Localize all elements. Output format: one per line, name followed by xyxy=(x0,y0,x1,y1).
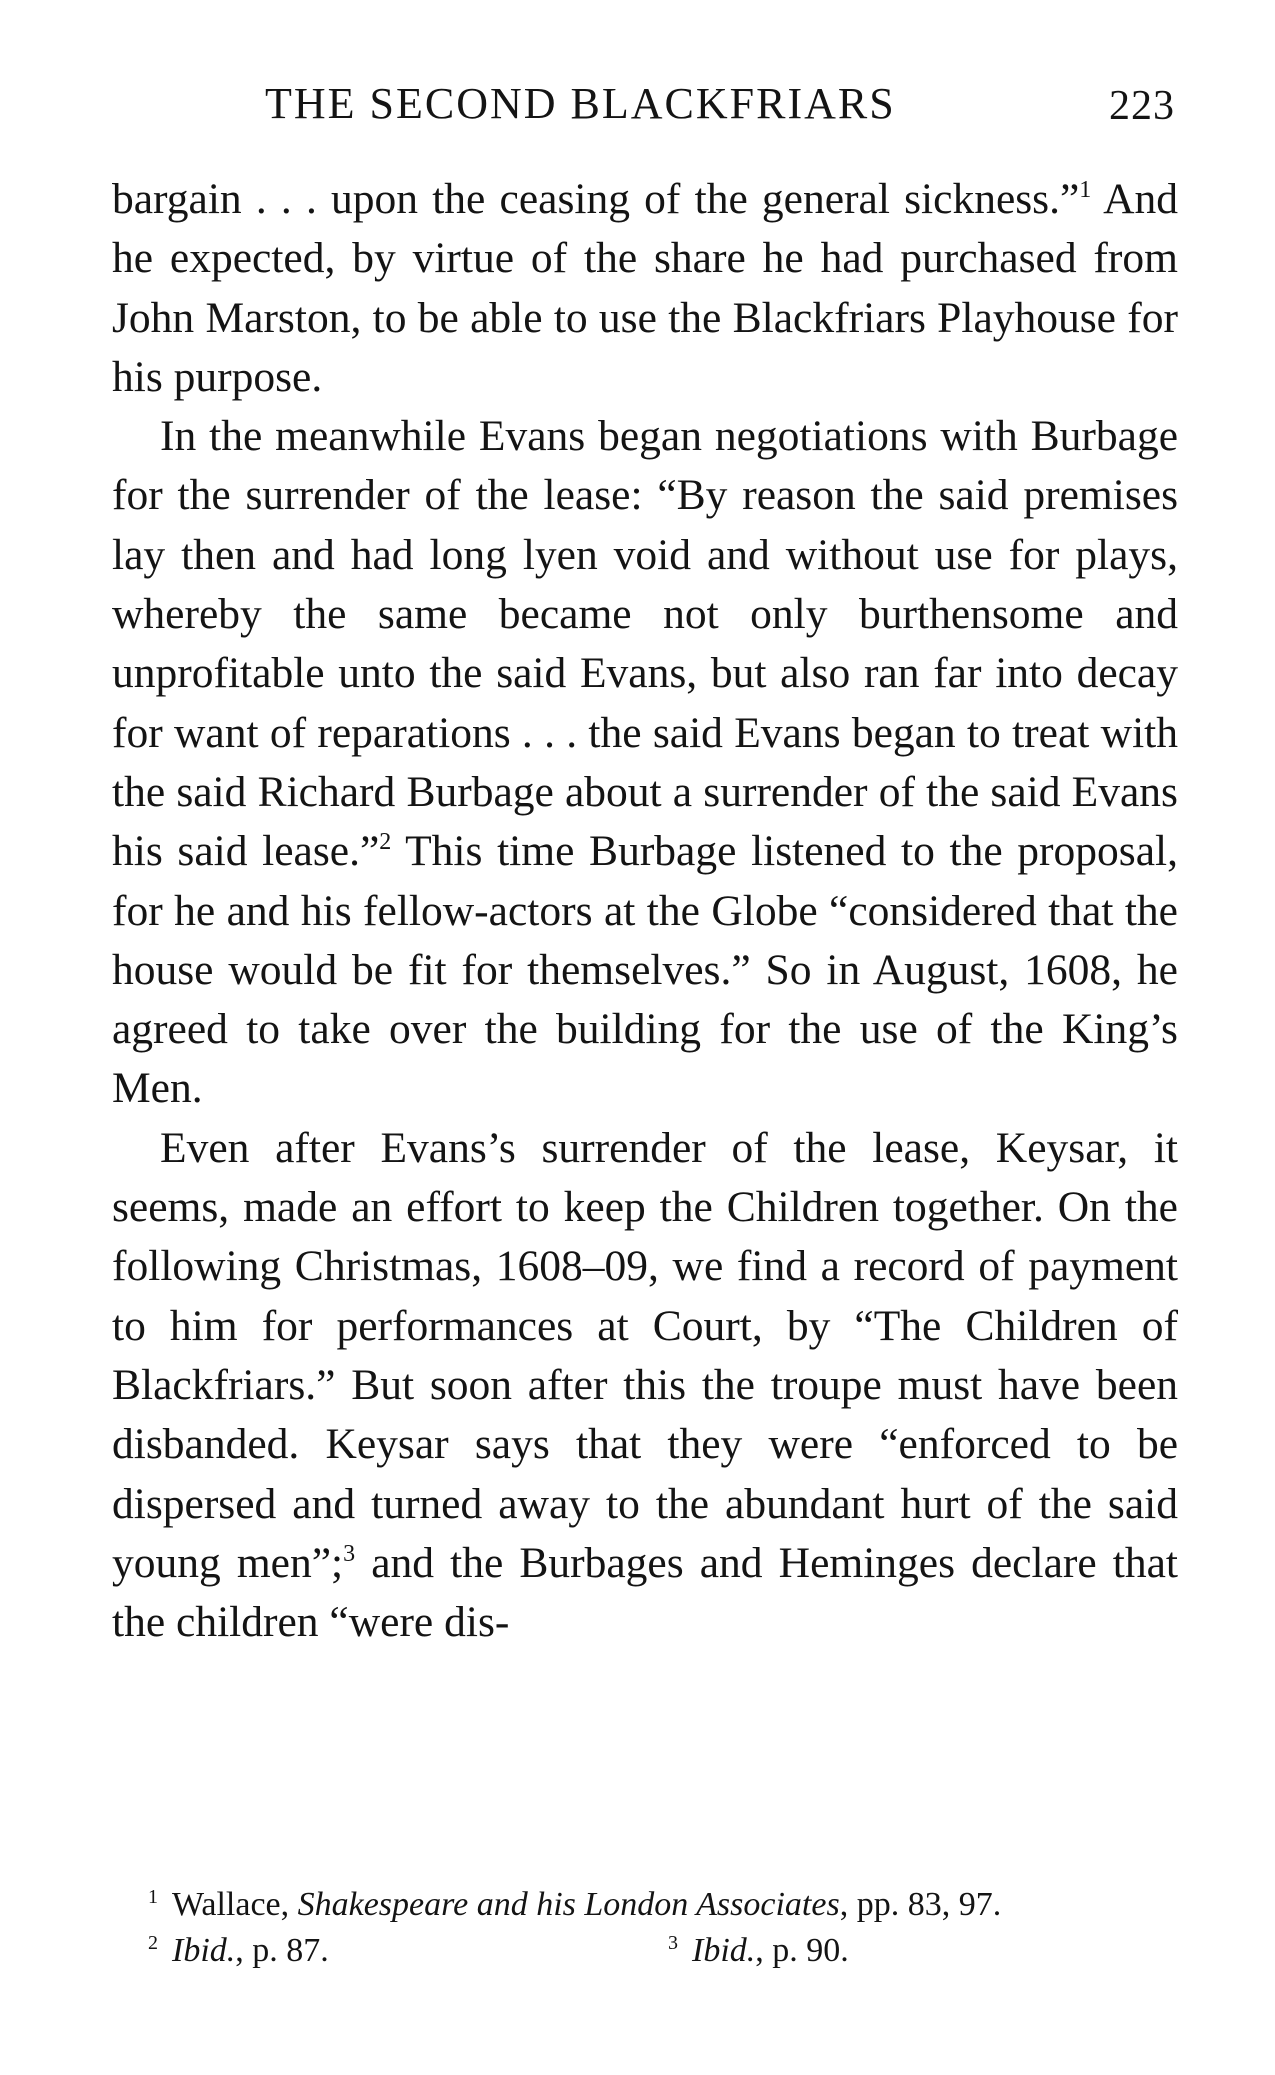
footnote-book-title: Shakespeare and his London Associates xyxy=(297,1886,840,1923)
footnote-author: Wallace, xyxy=(172,1886,298,1923)
paragraph-2 xyxy=(112,407,1178,1119)
paragraph-text: and the Burbages and Heminges declare that the children “were dis- xyxy=(112,1538,1178,1647)
footnote-3 xyxy=(668,1928,849,1974)
paragraph-text: And he expected, by virtue of the share he had purchased from John Marston, to be able to use the Blackfriars Playhouse for his purpose. xyxy=(112,175,1178,401)
body-text xyxy=(112,170,1178,1652)
running-head-title: THE SECOND BLACKFRIARS xyxy=(265,79,896,128)
footnote-reference: 2 xyxy=(379,829,392,856)
footnote-pages: , p. 87. xyxy=(235,1932,329,1969)
footnote-reference: 3 xyxy=(343,1540,356,1567)
paragraph-text: This time Burbage listened to the proposal, for he and his fellow-actors at the Globe “considered that the house would be fit for themselves.” So in August, 1608, he agreed to take over the building for the use of the King’s Men. xyxy=(112,827,1178,1113)
footnote-ibid: Ibid. xyxy=(172,1932,236,1969)
footnote-mark: 1 xyxy=(148,1886,158,1908)
page-number: 223 xyxy=(1109,83,1175,129)
paragraph-text: bargain . . . upon the ceasing of the general sickness.” xyxy=(112,175,1080,223)
footnote-2 xyxy=(148,1928,329,1974)
footnote-pages: , pp. 83, 97. xyxy=(839,1886,1002,1923)
footnotes xyxy=(148,1882,1178,1974)
footnote-ibid: Ibid. xyxy=(692,1932,756,1969)
footnote-1 xyxy=(148,1882,1178,1928)
footnote-mark: 3 xyxy=(668,1932,678,1954)
footnote-mark: 2 xyxy=(148,1932,158,1954)
paragraph-1 xyxy=(112,170,1178,407)
footnote-pages: , p. 90. xyxy=(755,1932,849,1969)
paragraph-3 xyxy=(112,1119,1178,1653)
paragraph-text: In the meanwhile Evans began negotiations with Burbage for the surrender of the lease: “By reason the said premises lay then and had long lyen void and without use for plays, whereby the same became not only burthensome and unprofitable unto the said Evans, but also ran far into decay for want of reparations . . . the said Evans began to treat with the said Richard Burbage about a surrender of the said Evans his said lease.” xyxy=(112,412,1178,876)
footnote-reference: 1 xyxy=(1079,177,1092,203)
paragraph-text: Even after Evans’s surrender of the lease, Keysar, it seems, made an effort to keep the Children together. On the following Christmas, 1608–09, we find a record of payment to him for performances at Court, by “The Children of Blackfriars.” But soon after this the troupe must have been disbanded. Keysar says that they were “enforced to be dispersed and turned away to the abundant hurt of the said young men”; xyxy=(112,1123,1178,1587)
